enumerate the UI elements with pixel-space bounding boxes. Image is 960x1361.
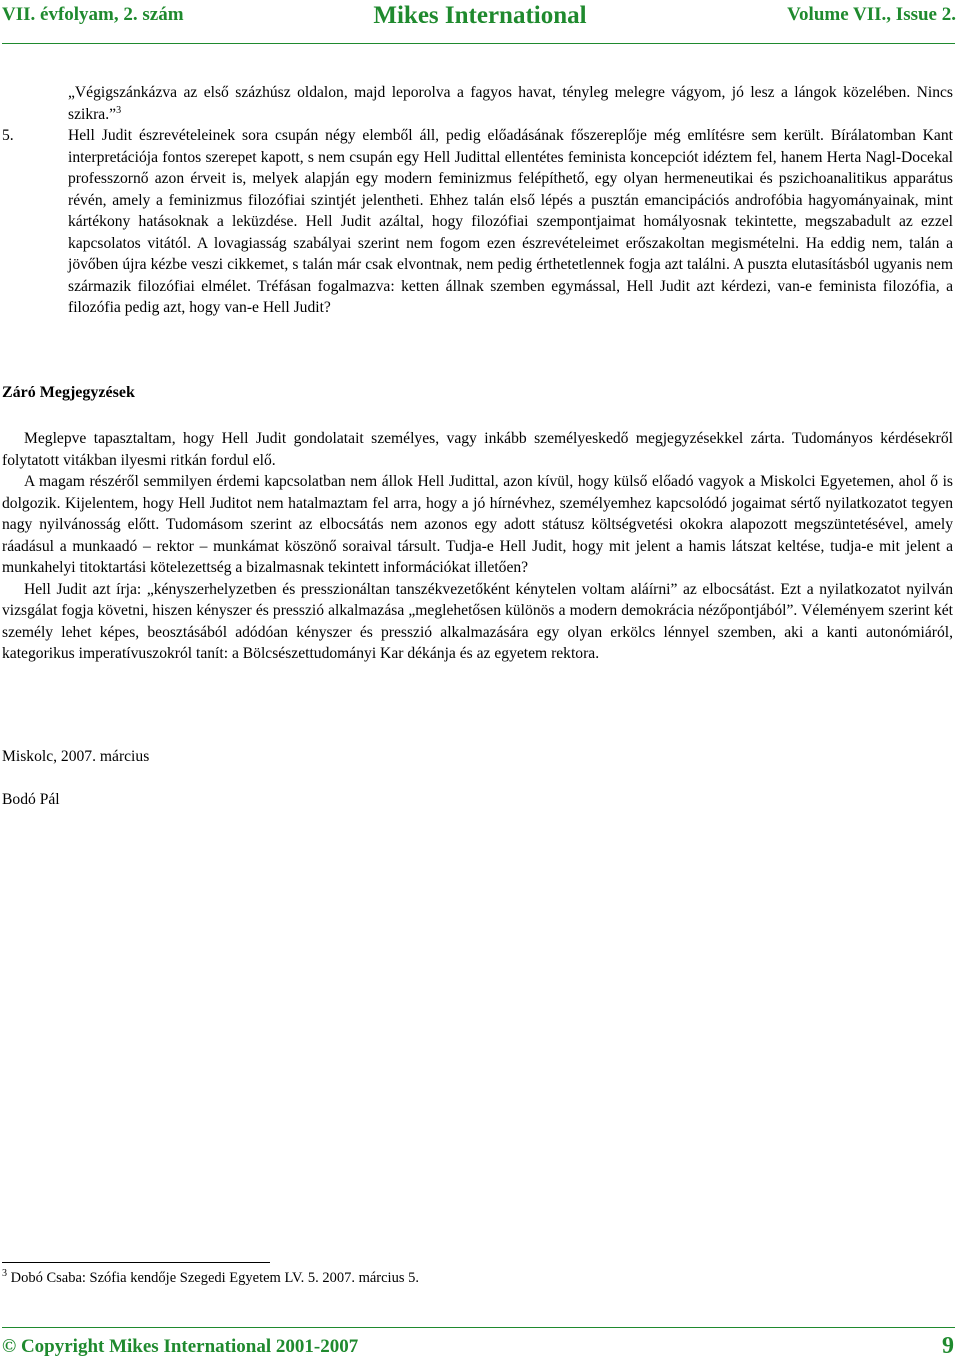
footnote-number: 3 bbox=[2, 1268, 7, 1280]
footnote-text: Dobó Csaba: Szófia kendője Szegedi Egyetem LV. 5. 2007. március 5. bbox=[10, 1270, 419, 1286]
quote-text: „Végigszánkázva az első százhúsz oldalon, majd leporolva a fagyos havat, tényleg melegre vágyom, jó lesz a lángok közelében. Nincs szikra.” bbox=[68, 84, 953, 123]
footnote-divider bbox=[2, 1262, 270, 1263]
section-heading: Záró Megjegyzések bbox=[2, 384, 135, 401]
header-volume-hu: VII. évfolyam, 2. szám bbox=[2, 4, 184, 25]
paragraph: Hell Judit azt írja: „kényszerhelyzetben és presszionáltan tanszékvezetőként kénytelen voltam aláírni” az elbocsátást. Ezt a nyilatkozatot nyilván vizsgálat fogja követni, hiszen kényszer és presszió alkalmazása „meglehetősen különös a modern demokrácia nézőpontjából”. Véleményem szerint két személy lehet képes, beosztásából adódóan kényszer és presszió alkalmazására egy olyan erkölcs lénnyel szemben, aki a kanti autonómiáról, kategorikus imperatívuszokról tanít: a Bölcsészettudományi Kar dékánja és az egyetem rektora. bbox=[2, 580, 953, 662]
closing-remarks bbox=[2, 428, 953, 665]
page-header bbox=[0, 0, 960, 38]
footnote-ref[interactable]: 3 bbox=[116, 104, 122, 116]
list-item-number: 5. bbox=[2, 127, 14, 144]
quote-continuation bbox=[68, 82, 953, 125]
paragraph: A magam részéről semmilyen érdemi kapcsolatban nem állok Hell Judittal, azon kívül, hogy külső előadó vagyok a Miskolci Egyetemen, ahol ő is dolgozik. Kijelentem, hogy Hell Juditot nem hatalmaztam fel arra, hogy a jó hírnévhez, személyemhez kapcsolódó jogaimat sértő nyilatkozatot tegyen nagy nyilvánosság előtt. Tudomásom szerint az elbocsátás nem azonos egy adott státusz költségvetési okokra alapozott megszüntetésével, amely ráadásul a munkaadó – rektor – munkámat köszönő soraival társult. Tudja-e Hell Judit, hogy mit jelent a hamis látszat keltése, tudja-e mit jelent a munkahelyi titoktartási kötelezettség a bizalmasnak tekintett információkat illetően? bbox=[2, 473, 953, 576]
author-signature: Bodó Pál bbox=[2, 791, 60, 808]
header-volume-en: Volume VII., Issue 2. bbox=[787, 4, 956, 25]
footer-divider bbox=[2, 1327, 955, 1328]
main-content bbox=[0, 82, 960, 319]
page-number: 9 bbox=[942, 1333, 954, 1359]
footnote bbox=[2, 1270, 419, 1287]
header-title: Mikes International bbox=[373, 2, 587, 29]
paragraph: Meglepve tapasztaltam, hogy Hell Judit gondolatait személyes, vagy inkább személyeskedő megjegyzésekkel zárta. Tudományos kérdésekről folytatott vitákban ilyesmi ritkán fordul elő. bbox=[2, 430, 953, 469]
footer-copyright: © Copyright Mikes International 2001-2007 bbox=[2, 1336, 359, 1357]
header-divider bbox=[2, 43, 955, 44]
list-item-5 bbox=[0, 125, 953, 319]
place-date: Miskolc, 2007. március bbox=[2, 748, 150, 765]
list-item-text: Hell Judit észrevételeinek sora csupán négy elemből áll, pedig előadásának főszereplője még említésre sem került. Bírálatomban Kant interpretációja fontos szerepet kapott, s nem csupán egy Hell Judittal ellentétes feminista koncepciót idéztem fel, hanem Herta Nagl-Docekal professzornő azon érveit is, melyek alapján egy modern feminizmus felépíthető, egy olyan hermeneutikai és pszichoanalitikus apparátus révén, amely a feminizmus filozófiai szintjét jelentheti. Ehhez talán első lépés a pusztán emancipációs androfóbia hagyományainak, mint kártékony hatásoknak a leküzdése. Hell Judit azáltal, hogy filozófiai szempontjaimat homályosnak tekintette, megszabadult az ezzel kapcsolatos vitától. A lovagiasság szabályai szerint nem fogom ezen észrevételeimet erőszakoltan megismételni. Ha eddig nem, talán a jövőben újra kézbe veszi cikkemet, s talán már csak elvontnak, nem pedig érthetetlennek fogja azt találni. A puszta elutasításból ugyanis nem származik filozófiai elmélet. Tréfásan fogalmazva: ketten állnak szemben egymással, Hell Judit azt kérdezi, van-e feminista filozófia, a filozófia pedig azt, hogy van-e Hell Judit? bbox=[68, 127, 953, 316]
